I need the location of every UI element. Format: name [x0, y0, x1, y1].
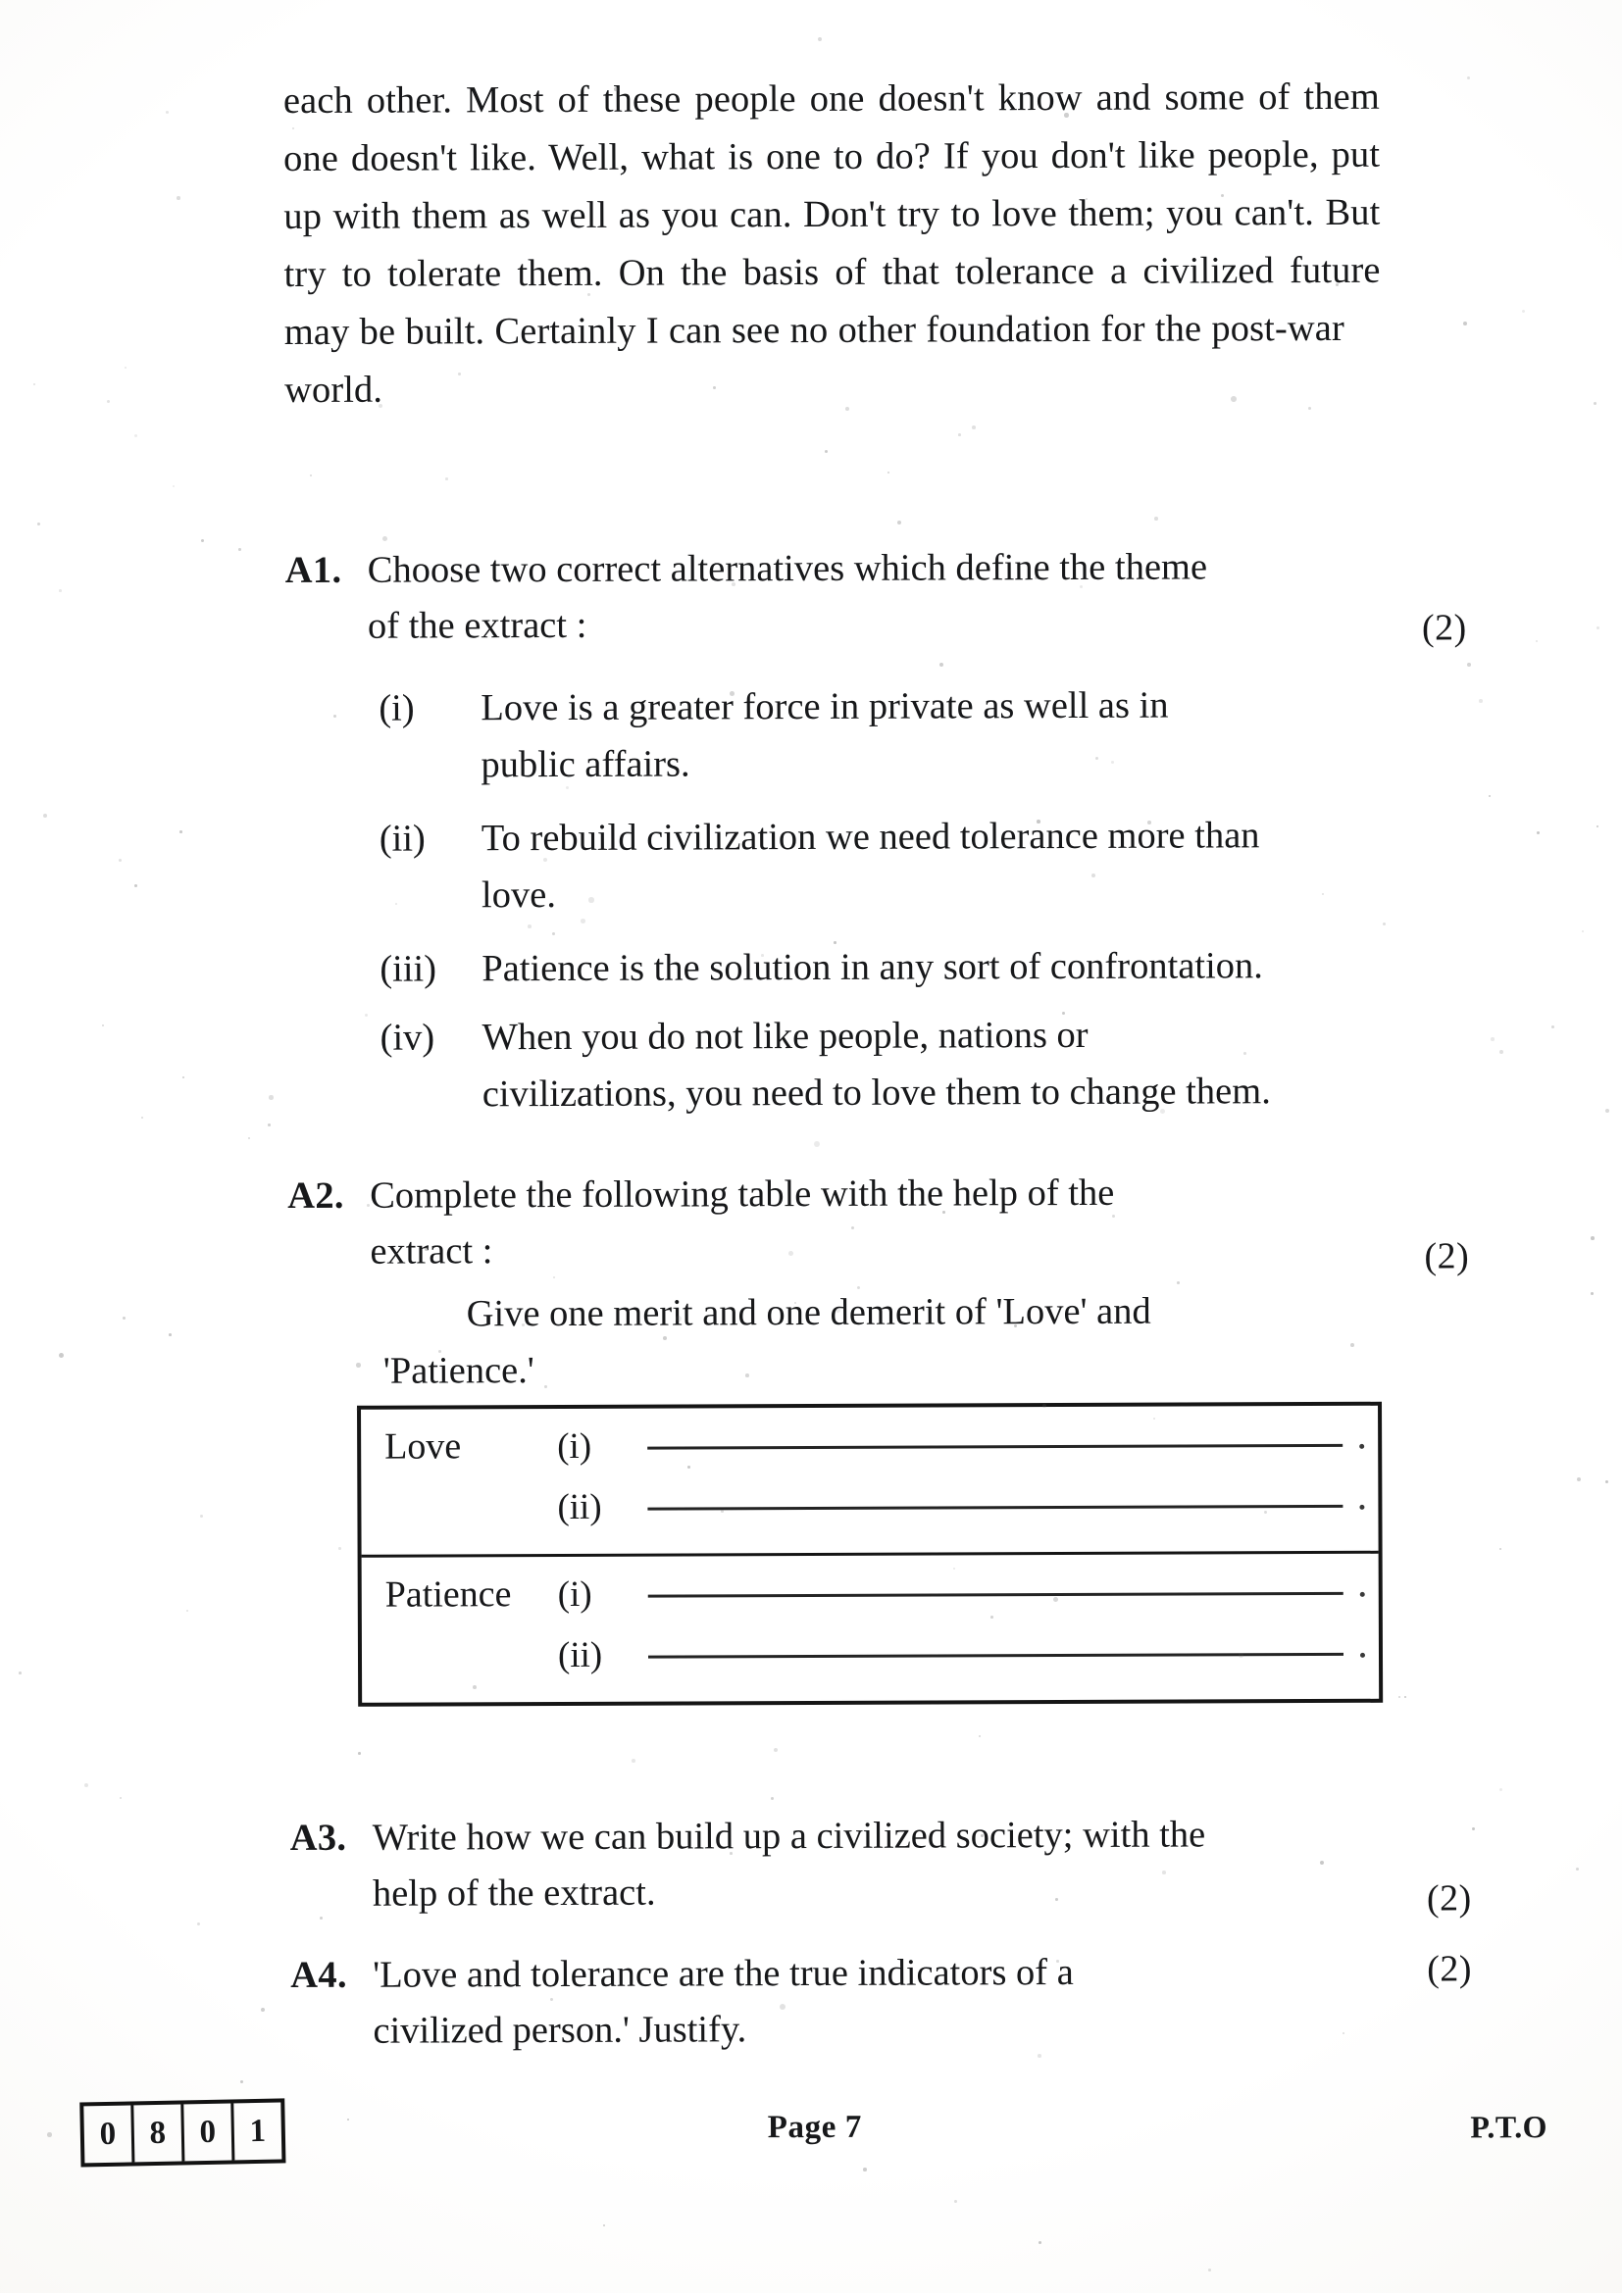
option-a1-i-text — [481, 676, 1388, 794]
answer-line-number: (i) — [557, 1425, 592, 1467]
instruction-line: Give one merit and one demerit of 'Love' and — [466, 1290, 1151, 1335]
option-a1-ii — [380, 807, 1390, 924]
option-line: public affairs. — [481, 743, 690, 786]
option-a1-iii — [380, 937, 1390, 998]
option-a1-iv-text — [482, 1006, 1389, 1123]
option-a1-iv-number: (iv) — [380, 1017, 435, 1059]
option-line: civilizations, you need to love them to change them. — [482, 1071, 1271, 1116]
question-a2-text-line: extract : — [370, 1230, 493, 1273]
option-line: love. — [481, 873, 557, 917]
question-a2-label: A2. — [287, 1174, 344, 1218]
option-a1-iv — [380, 1006, 1390, 1123]
marks-a2: (2) — [1424, 1235, 1470, 1277]
question-a4-text — [373, 1945, 1074, 2060]
question-a3-text — [373, 1807, 1206, 1922]
question-a2-instruction — [383, 1282, 1392, 1400]
option-a1-i-number: (i) — [379, 687, 415, 729]
answer-table — [357, 1402, 1383, 1707]
question-a1-text-line: of the extract : — [367, 604, 587, 647]
question-a2 — [287, 1165, 1391, 1280]
answer-line[interactable] — [558, 1564, 1379, 1627]
instruction-line: 'Patience.' — [382, 1350, 534, 1392]
answer-blank-rule[interactable] — [647, 1505, 1343, 1511]
option-line: To rebuild civilization we need tolerance more than — [481, 815, 1260, 860]
table-row — [362, 1554, 1380, 1703]
paper-code-digit: 1 — [249, 2113, 267, 2149]
rule-end-dot — [1359, 1505, 1364, 1510]
page-number: Page 7 — [767, 2109, 862, 2146]
extract-last-line: world. — [283, 369, 383, 412]
marks-a1: (2) — [1421, 607, 1467, 649]
question-a3-text-line: help of the extract. — [372, 1872, 656, 1915]
option-line: When you do not like people, nations or — [482, 1014, 1089, 1059]
page-footer — [4, 2083, 1622, 2207]
answer-line[interactable] — [557, 1416, 1378, 1479]
paper-code-digit: 8 — [133, 2104, 184, 2162]
question-a4-label: A4. — [290, 1954, 347, 1997]
paper-code-digit: 0 — [83, 2105, 134, 2163]
question-a1 — [285, 539, 1389, 655]
paper-code-digit: 0 — [183, 2103, 234, 2161]
answer-blank-rule[interactable] — [647, 1444, 1343, 1450]
question-a4 — [290, 1944, 1394, 2060]
table-row-category: Love — [384, 1425, 462, 1468]
question-a4-text-line: 'Love and tolerance are the true indicators of a — [373, 1951, 1074, 1996]
extract-paragraph — [283, 69, 1381, 420]
question-a3-text-line: Write how we can build up a civilized society; with the — [372, 1814, 1206, 1859]
extract-line: each other. Most of these people one doesn't know and — [282, 76, 1151, 123]
answer-line-number: (ii) — [557, 1634, 603, 1675]
question-a1-text-line: Choose two correct alternatives which define the theme — [367, 546, 1208, 591]
option-line: Love is a greater force in private as well as in — [481, 684, 1169, 729]
extract-line: Certainly I can see no other foundation for the post-war — [494, 307, 1344, 353]
option-a1-ii-text — [482, 807, 1260, 923]
extract-line: On the basis of that tolerance a civilized future may be built. — [283, 249, 1381, 354]
answer-line[interactable] — [558, 1624, 1379, 1688]
turn-over-label: P.T.O — [1470, 2109, 1547, 2145]
table-row-answer-lines — [557, 1416, 1378, 1540]
question-a3-label: A3. — [289, 1817, 347, 1860]
option-a1-ii-number: (ii) — [379, 818, 426, 860]
answer-line-number: (i) — [557, 1573, 592, 1615]
question-a4-text-line: civilized person.' Justify. — [373, 2009, 747, 2052]
extract-line: some of them one doesn't like. Well, what is one to do? If — [283, 75, 1380, 180]
option-line: Patience is the solution in any sort of confrontation. — [482, 945, 1263, 990]
table-row-category: Patience — [384, 1573, 512, 1616]
answer-line[interactable] — [557, 1476, 1378, 1540]
option-a1-iii-text — [482, 937, 1263, 997]
extract-line: Don't try to love them; you can't. But try to tolerate them. — [283, 191, 1381, 296]
question-a1-text — [368, 539, 1208, 654]
rule-end-dot — [1360, 1592, 1365, 1597]
question-a2-text-line: Complete the following table with the help of the — [370, 1172, 1115, 1217]
question-a2-text — [370, 1166, 1115, 1280]
table-row-answer-lines — [558, 1564, 1379, 1688]
answer-line-number: (ii) — [557, 1486, 602, 1527]
option-a1-iii-number: (iii) — [380, 948, 437, 990]
marks-a4: (2) — [1427, 1948, 1473, 1990]
rule-end-dot — [1359, 1444, 1364, 1449]
answer-blank-rule[interactable] — [648, 1592, 1343, 1598]
rule-end-dot — [1360, 1653, 1365, 1658]
option-a1-i — [379, 676, 1389, 794]
answer-blank-rule[interactable] — [648, 1653, 1343, 1659]
question-a3 — [290, 1807, 1394, 1922]
extract-line: you don't like people, put up with them as well as you can. — [283, 133, 1381, 238]
marks-a3: (2) — [1426, 1877, 1472, 1920]
question-a1-label: A1. — [284, 549, 342, 592]
table-row — [361, 1406, 1379, 1558]
